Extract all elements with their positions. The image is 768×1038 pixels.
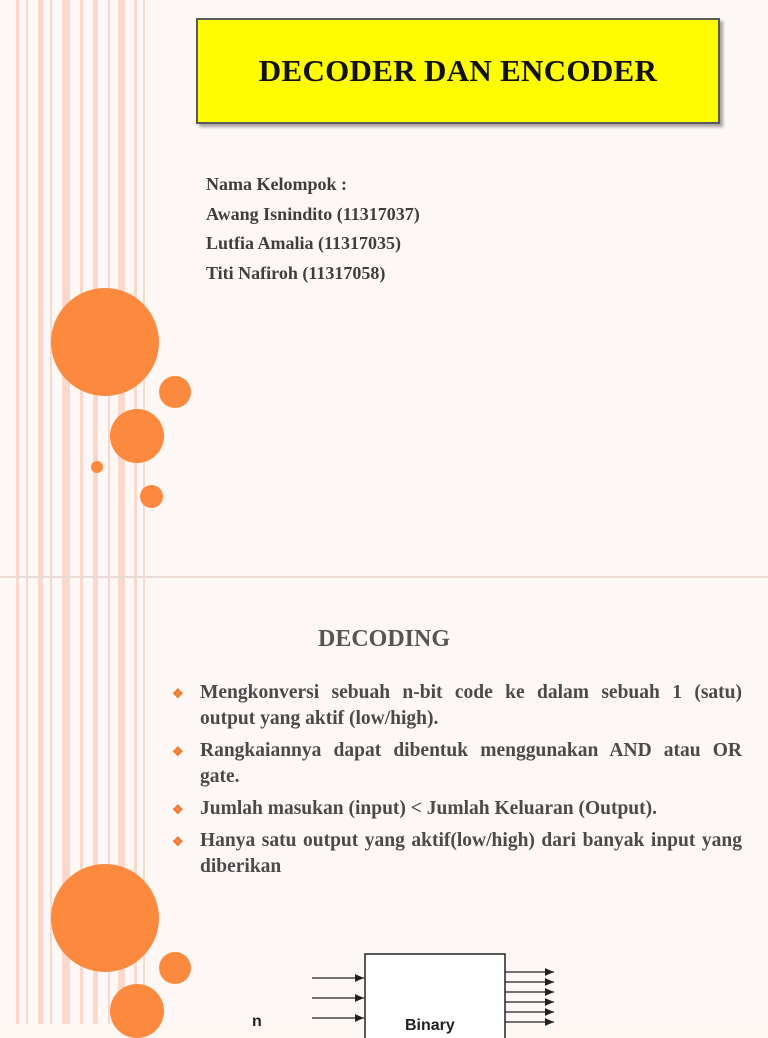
diamond-bullet-icon: ❖ (172, 686, 184, 701)
list-item: ❖ Hanya satu output yang aktif(low/high) dari banyak input yang diberikan (172, 830, 742, 877)
decorative-circle-large (51, 288, 159, 396)
members-heading: Nama Kelompok : (206, 174, 347, 194)
member-item: Lutfia Amalia (11317035) (206, 233, 402, 253)
diamond-bullet-icon: ❖ (172, 744, 184, 759)
decorative-circle-large (51, 864, 159, 972)
decorative-circle-medium (110, 984, 164, 1038)
diamond-bullet-icon: ❖ (172, 834, 184, 849)
decorative-circle-medium (110, 409, 164, 463)
title-box (196, 18, 720, 124)
list-item: ❖ Mengkonversi sebuah n-bit code ke dalam sebuah 1 (satu) output yang aktif (low/high). (172, 682, 742, 729)
member-list (206, 170, 420, 288)
member-item: Awang Isnindito (11317037) (206, 203, 420, 224)
list-item: ❖ Rangkaiannya dapat dibentuk menggunakan AND atau OR gate. (172, 740, 742, 787)
decoder-diagram (240, 950, 640, 1034)
member-item: Titi Nafiroh (11317058) (206, 262, 386, 283)
decorative-circle-small (140, 485, 163, 508)
slide-2 (0, 578, 768, 1034)
box-label: Binary (405, 1017, 455, 1034)
decorative-circle-small (159, 376, 191, 408)
slide-title: DECODER DAN ENCODER (258, 53, 658, 88)
input-label: n (252, 1013, 262, 1030)
diamond-bullet-icon: ❖ (172, 802, 184, 817)
bullet-list (172, 680, 742, 886)
decorative-circle-tiny (91, 461, 103, 473)
list-item: ❖ Jumlah masukan (input) < Jumlah Keluaran (Output). (172, 796, 742, 822)
decorative-circle-small (159, 952, 191, 984)
decorative-stripes (0, 0, 150, 576)
section-title: DECODING (317, 626, 450, 652)
